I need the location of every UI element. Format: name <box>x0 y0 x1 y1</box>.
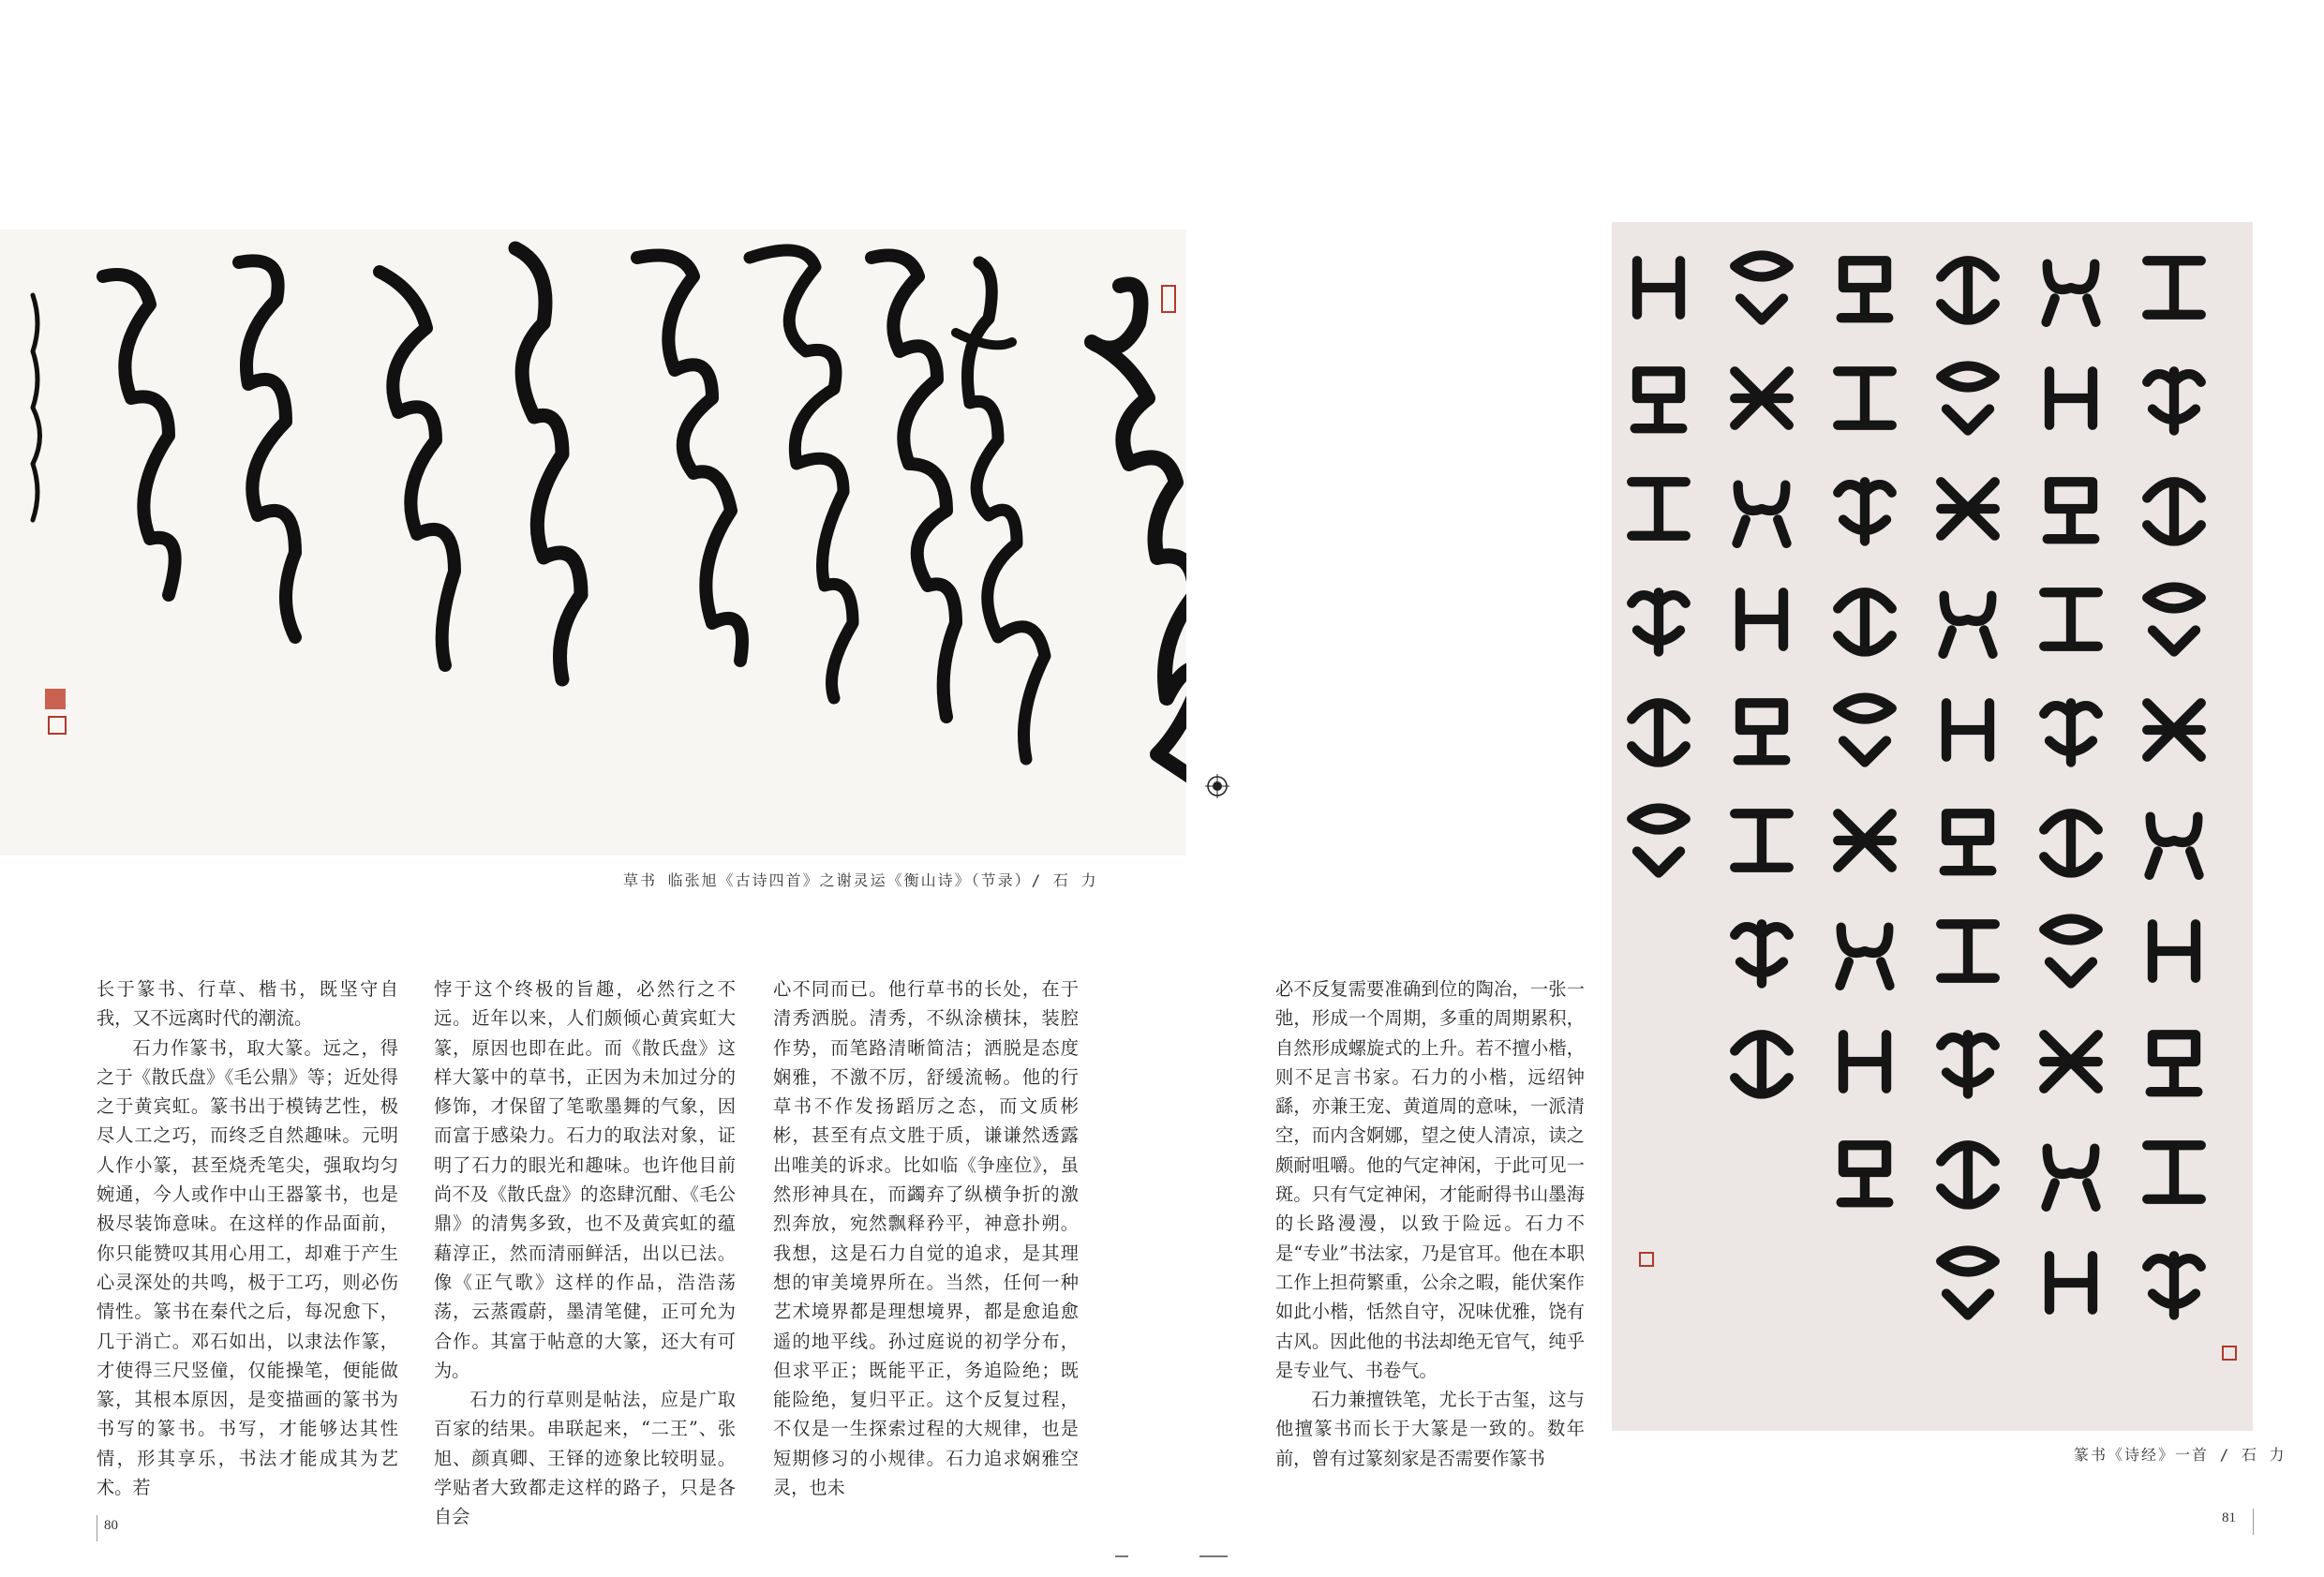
page-number-left: 80 <box>104 1518 118 1533</box>
seal-glyph <box>2047 1149 2096 1207</box>
seal-glyph <box>1735 1034 1789 1093</box>
seal-glyph <box>1737 485 1787 543</box>
seal-glyph <box>1838 592 1892 651</box>
seal-glyph <box>1838 813 1892 868</box>
seal-glyph <box>1941 1251 1995 1316</box>
seal-glyph <box>2147 482 2201 541</box>
paragraph: 长于篆书、行草、楷书，既坚守自我，又不远离时代的潮流。 <box>97 978 398 1030</box>
seal-glyph <box>2049 1256 2093 1310</box>
seal-glyph <box>2049 371 2093 425</box>
seal-script-calligraphy-image <box>1612 222 2253 1431</box>
paragraph: 心不同而已。他行草书的长处，在于清秀洒脱。清秀，不纵涂横抹，装腔作势，而笔路清晰简洁；洒脱是态度娴雅，不激不厉，舒缓流畅。他的行草书不作发扬蹈厉之态，而文质彬彬，甚至有点文胜于质，谦谦然透露出唯美的诉求。比如临《争座位》，虽然形神具在，而蠲弃了纵横争折的激烈奔放，宛然飘释矜平，神意扑朔。我想，这是石力自觉的追求，是其理想的审美境界所在。当然，任何一种艺术境界都是理想境界，都是愈追愈遥的地平线。孙过庭说的初学分布，但求平正；既能平正，务追险绝；既能险绝，复归平正。这个反复过程，不仅是一生探索过程的大规律，也是短期修习的小规律。石力追求娴雅空灵，也未 <box>773 978 1079 1499</box>
seal-glyph <box>2147 1256 2201 1315</box>
seal-brush-strokes <box>1612 222 2253 1431</box>
paragraph: 必不反复需要准确到位的陶冶，一张一弛，形成一个周期，多重的周期累积，自然形成螺旋式的上升。若不擅小楷，则不足言书家。石力的小楷，远绍钟繇，亦兼王宠、黄道周的意味，一派清空，而内含婀娜，望之使人清凉，读之颇耐咀嚼。他的气定神闲，于此可见一斑。只有气定神闲，才能耐得书山墨海的长路漫漫，以致于险远。石力不是“专业”书法家，乃是官耳。他在本职工作上担荷繁重，公余之暇，能伏案作如此小楷，恬然自守，况味优雅，饶有古风。因此他的书法却绝无官气，纯乎是专业气、书卷气。 <box>1275 978 1585 1381</box>
seal-glyph <box>1631 809 1686 873</box>
paragraph: 石力的行草则是帖法，应是广取百家的结果。串联起来，“二王”、张旭、颜真卿、王铎的迹象比较明显。学贴者大致都走这样的路子，只是各自会 <box>434 1389 736 1528</box>
article-column-1 <box>97 974 398 1502</box>
paragraph: 石力兼擅铁笔，尤长于古玺，这与他擅篆书而长于大篆是一致的。数年前，曾有过篆刻家是否需要作篆书 <box>1275 1389 1585 1469</box>
seal-glyph <box>1838 371 1892 425</box>
seal-glyph <box>2048 482 2095 539</box>
seal-glyph <box>1738 703 1786 760</box>
seal-glyph <box>2147 703 2201 757</box>
seal-glyph <box>1941 1034 1995 1093</box>
seal-glyph <box>1631 482 1686 536</box>
seal-glyph <box>1838 698 1892 763</box>
crop-mark <box>1115 1555 1128 1557</box>
seal-glyph <box>2044 919 2098 984</box>
seal-glyph <box>1735 256 1789 320</box>
seal-glyph <box>1740 592 1783 647</box>
seal-glyph <box>2044 813 2098 872</box>
seal-caption: 篆书《诗经》一首 / 石 力 <box>2074 1446 2287 1464</box>
seal-glyph <box>2044 592 2098 647</box>
seal-glyph <box>2153 924 2196 978</box>
page-rule <box>2253 1509 2254 1535</box>
seal-glyph <box>2147 1145 2201 1199</box>
seal-glyph <box>1946 703 1989 757</box>
seal-glyph <box>2147 371 2201 430</box>
seal-glyph <box>1841 260 1889 318</box>
seal-glyph <box>1735 924 1789 983</box>
cursive-calligraphy-image <box>0 230 1186 855</box>
seal-glyph <box>1841 1145 1889 1202</box>
seal-glyph <box>1941 260 1995 320</box>
seal-glyph <box>2044 703 2098 762</box>
article-column-3 <box>773 974 1079 1502</box>
seal-glyph <box>1941 1145 1995 1204</box>
seal-glyph <box>1735 371 1789 425</box>
seal-glyph <box>1843 1034 1886 1089</box>
seal-glyph <box>1838 482 1892 541</box>
crop-mark <box>1199 1555 1228 1557</box>
seal-glyph <box>1941 924 1995 978</box>
seal-glyph <box>1735 813 1789 868</box>
seal-glyph <box>1944 813 1992 870</box>
seal-glyph <box>2150 817 2199 875</box>
cursive-caption: 草书 临张旭《古诗四首》之谢灵运《衡山诗》（节录）/ 石 力 <box>623 871 1098 889</box>
seal-glyph <box>1941 482 1995 536</box>
page-number-right: 81 <box>2222 1510 2236 1525</box>
paragraph: 悖于这个终极的旨趣，必然行之不远。近年以来，人们颇倾心黄宾虹大篆，原因也即在此。而《散氏盘》这样大篆中的草书，正因为未加过分的修饰，才保留了笔歌墨舞的气象，因而富于感染力。石力的取法对象，证明了石力的眼光和趣味。也许他目前尚不及《散氏盘》的恣肆沉酣、《毛公鼎》的清隽多致，也不及黄宾虹的蕴藉淳正，然而清丽鲜活，出以已法。像《正气歌》这样的作品，浩浩荡荡，云蒸霞蔚，墨清笔健，正可允为合作。其富于帖意的大篆，还大有可为。 <box>434 978 736 1381</box>
seal-glyph <box>1944 596 1993 654</box>
seal-glyph <box>1840 928 1890 986</box>
seal-glyph <box>2147 260 2201 315</box>
article-column-2 <box>434 974 736 1532</box>
seal-glyph <box>2147 588 2201 652</box>
registration-mark-icon <box>1205 774 1229 798</box>
seal-glyph <box>2044 1034 2098 1089</box>
seal-glyph <box>2151 1034 2198 1092</box>
cursive-brush-strokes <box>0 230 1186 855</box>
paragraph: 石力作篆书，取大篆。远之，得之于《散氏盘》《毛公鼎》等；近处得之于黄宾虹。篆书出于模铸艺性，极尽人工之巧，而终乏自然趣味。元明人作小篆，甚至烧秃笔尖，强取均匀婉通，今人或作中山王器篆书，也是极尽装饰意味。在这样的作品面前，你只能赞叹其用心用工，却难于产生心灵深处的共鸣，极于工巧，则必伤情性。篆书在秦代之后，每况愈下，几于消亡。邓石如出，以隶法作篆，才使得三尺竖僮，仅能操笔，便能做篆，其根本原因，是变描画的篆书为书写的篆书。书写，才能够达其性情，形其享乐，书法才能成其为艺术。若 <box>97 1036 398 1499</box>
article-column-4 <box>1275 974 1585 1473</box>
seal-glyph <box>2047 264 2096 322</box>
seal-glyph <box>1631 592 1686 651</box>
seal-glyph <box>1637 260 1680 315</box>
seal-glyph <box>1941 366 1995 431</box>
seal-glyph <box>1631 703 1686 762</box>
seal-glyph <box>1635 371 1683 428</box>
